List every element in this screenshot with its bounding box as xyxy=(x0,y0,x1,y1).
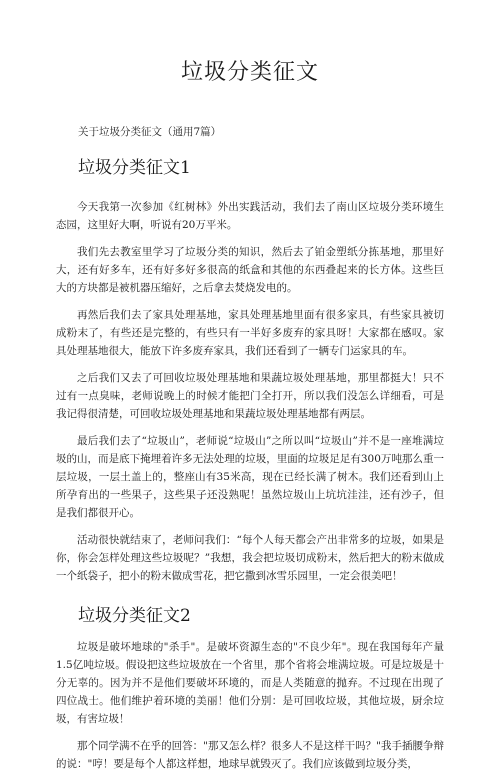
paragraph: 再然后我们去了家具处理基地，家具处理基地里面有很多家具，有些家具被切成粉末了，有些还是完整的，有些只有一半好多废弃的家具呀！大家都在感叹。家具处理基地很大，能放下许多废弃家具，我们还看到了一辆专门运家具的车。 xyxy=(56,309,444,357)
section-heading-2: 垃圾分类征文2 xyxy=(78,606,191,626)
document-title: 垃圾分类征文 xyxy=(180,60,319,85)
paragraph: 垃圾是破坏地球的"杀手"。是破坏资源生态的"不良少年"。现在我国每年产量1.5亿吨垃圾。假设把这些垃圾放在一个省里，那个省将会堆满垃圾。可是垃圾是十分无辜的。因为并不是他们要破坏环境的，而是人类随意的抛弃。不过现在出现了四位战士。他们维护着环境的美丽！他们分别：是可回收垃圾，其他垃圾，厨余垃圾，有害垃圾！ xyxy=(56,641,444,725)
section-heading-1: 垃圾分类征文1 xyxy=(78,158,191,178)
section-body-2 xyxy=(56,638,444,773)
section-body-1 xyxy=(56,198,444,585)
paragraph: 之后我们又去了可回收垃圾处理基地和果蔬垃圾处理基地，那里都挺大！只不过有一点臭味，老师说晚上的时候才能把门全打开，所以我们没怎么详细看，可是我记得很清楚，可回收垃圾处理基地和果蔬垃圾处理基地都有两层。 xyxy=(56,372,444,420)
paragraph: 今天我第一次参加《红树林》外出实践活动，我们去了南山区垃圾分类环境生态园，这里好大啊，听说有20万平米。 xyxy=(56,201,444,231)
paragraph: 我们先去教室里学习了垃圾分类的知识，然后去了铂金塑纸分拣基地，那里好大，还有好多车，还有好多好多很高的纸盒和其他的东西叠起来的长方体。这些巨大的方块都是被机器压缩好，之后拿去焚烧发电的。 xyxy=(56,246,444,294)
document-intro: 关于垃圾分类征文（通用7篇） xyxy=(78,126,222,138)
paragraph: 活动很快就结束了，老师问我们：“每个人每天都会产出非常多的垃圾，如果是你，你会怎样处理这些垃圾呢？”我想，我会把垃圾切成粉末，然后把大的粉末做成一个纸袋子，把小的粉末做成雪花，把它撒到冰雪乐园里，一定会很美吧！ xyxy=(56,534,444,582)
paragraph: 最后我们去了“垃圾山”，老师说“垃圾山”之所以叫“垃圾山”并不是一座堆满垃圾的山，而是底下掩埋着许多无法处理的垃圾，里面的垃圾足足有300万吨那么重一层垃圾，一层土盖上的，整座山有35米高，现在已经长满了树木。我们还看到山上所孕育出的一些果子，这些果子还没熟呢！虽然垃圾山上坑坑洼洼，还有沙子，但是我们都很开心。 xyxy=(56,435,444,519)
paragraph: 那个同学满不在乎的回答："那又怎么样？很多人不是这样干吗？"我手插腰争辩的说："哼！要是每个人都这样想，地球早就毁灭了。我们应该做到垃圾分类， xyxy=(56,740,444,770)
